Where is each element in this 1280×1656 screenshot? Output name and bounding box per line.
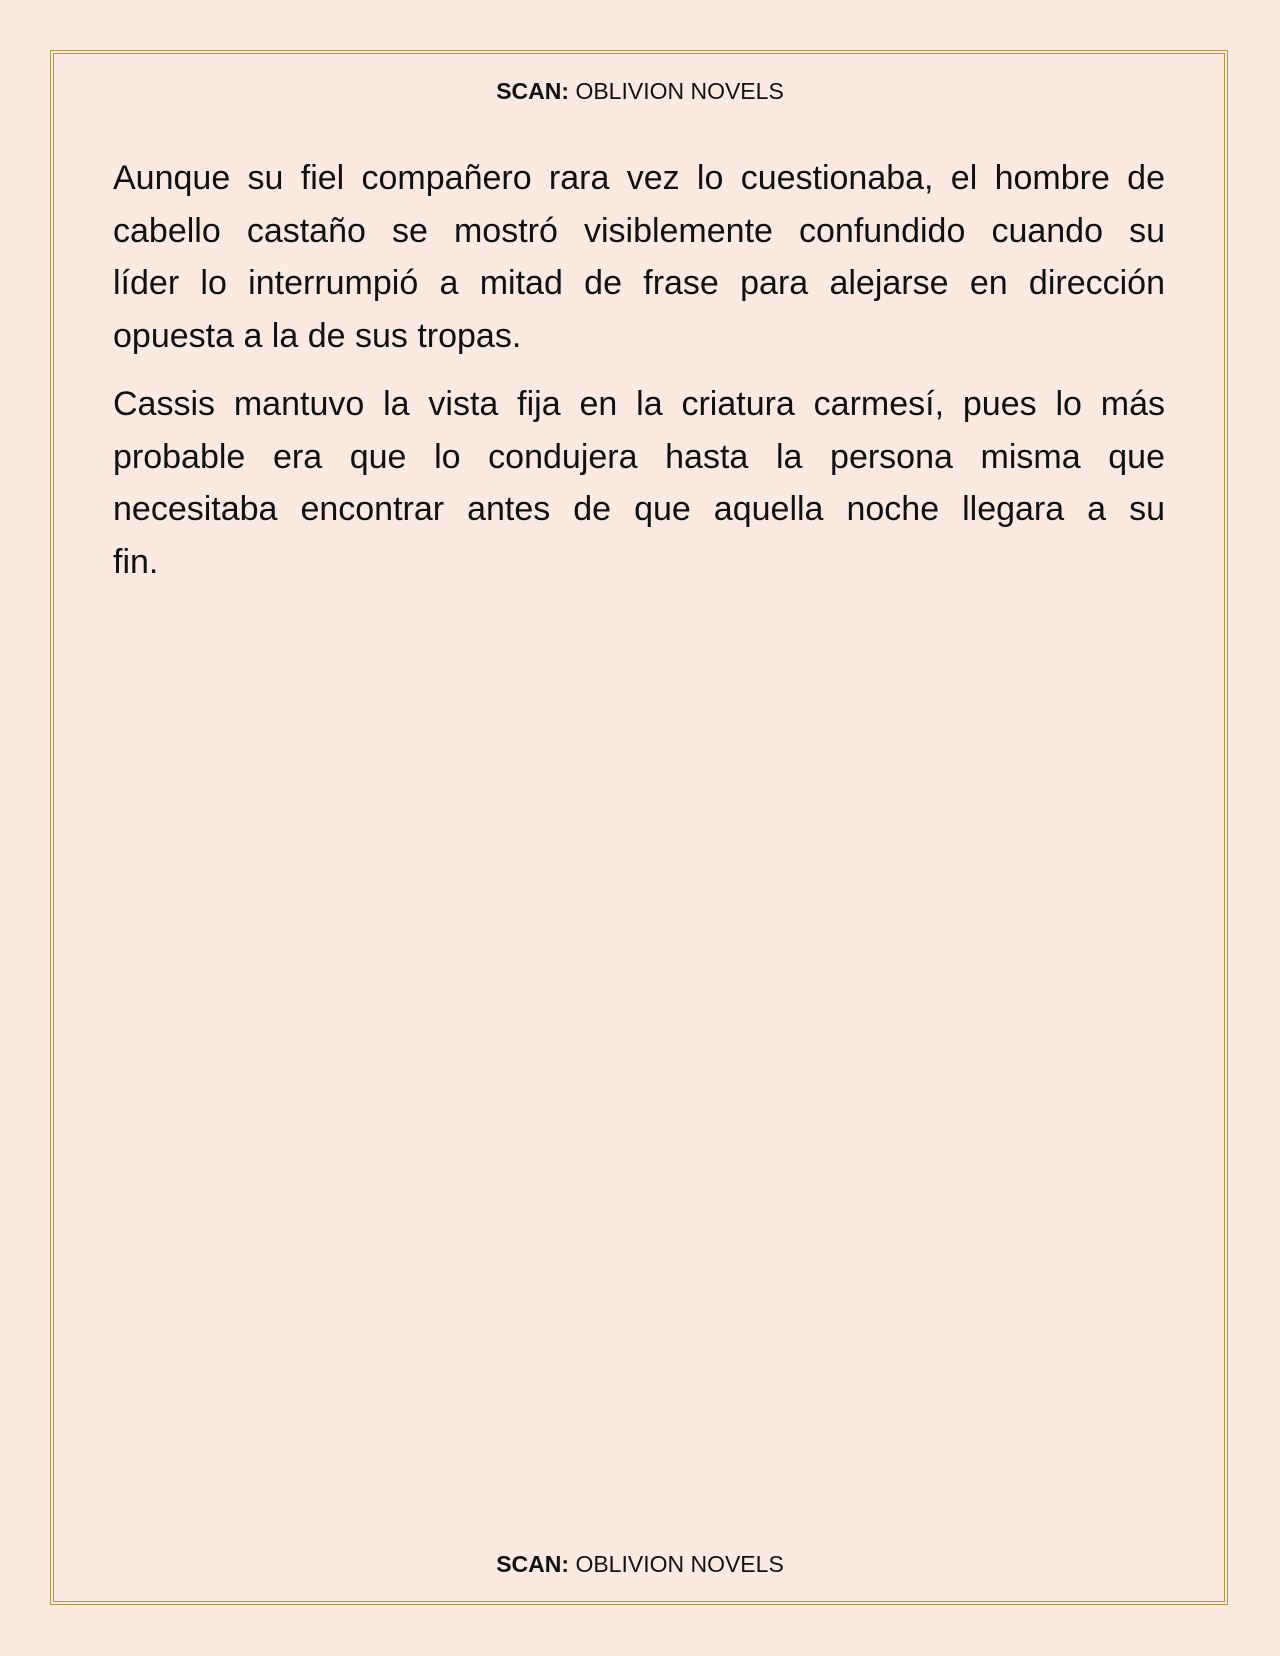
text-line: probable era que lo condujera hasta la persona misma que xyxy=(113,437,1165,476)
text-line: cabello castaño se mostró visiblemente confundido cuando su xyxy=(113,211,1165,250)
footer-label: OBLIVION NOVELS xyxy=(575,1551,784,1577)
header-label-bold: SCAN: xyxy=(496,78,570,104)
paragraph xyxy=(113,152,1165,362)
paragraph xyxy=(113,378,1165,588)
text-line: Aunque su fiel compañero rara vez lo cuestionaba, el hombre de xyxy=(113,159,1165,197)
text-line: Cassis mantuvo la vista fija en la criatura carmesí, pues lo más xyxy=(113,385,1165,423)
page-header xyxy=(0,78,1280,105)
text-line: necesitaba encontrar antes de que aquella noche llegara a su xyxy=(113,490,1165,528)
text-line: fin. xyxy=(113,542,159,581)
page-footer xyxy=(0,1551,1280,1578)
header-label: OBLIVION NOVELS xyxy=(575,78,784,104)
text-line: líder lo interrumpió a mitad de frase para alejarse en dirección xyxy=(113,264,1165,302)
text-line: opuesta a la de sus tropas. xyxy=(113,316,522,355)
footer-label-bold: SCAN: xyxy=(496,1551,570,1577)
page-body xyxy=(113,152,1165,604)
